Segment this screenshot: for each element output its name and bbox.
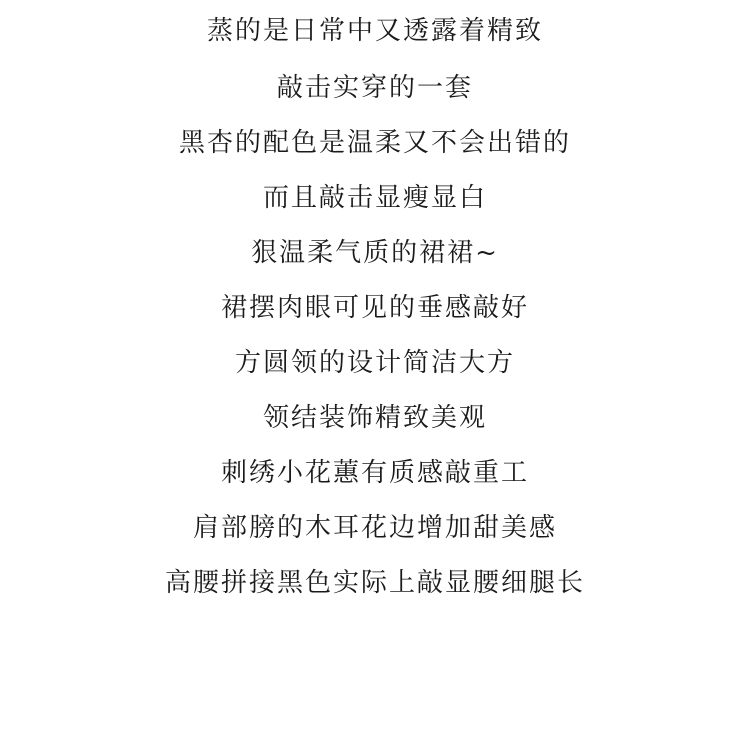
text-line-9: 刺绣小花蕙有质感敲重工 <box>220 458 529 488</box>
text-line-3: 黑杏的配色是温柔又不会出错的 <box>178 128 571 158</box>
text-line-8: 领结装饰精致美观 <box>262 403 487 433</box>
text-line-7: 方圆领的设计简洁大方 <box>234 348 515 378</box>
text-line-5: 狠温柔气质的裙裙~ <box>251 238 499 268</box>
text-line-11: 高腰拼接黑色实际上敲显腰细腿长 <box>164 568 585 598</box>
text-line-10: 肩部膀的木耳花边增加甜美感 <box>192 513 557 543</box>
text-line-4: 而且敲击显瘦显白 <box>262 183 487 213</box>
text-line-6: 裙摆肉眼可见的垂感敲好 <box>220 293 529 323</box>
text-line-1: 蒸的是日常中又透露着精致 <box>206 16 543 46</box>
text-line-2: 敲击实穿的一套 <box>276 73 473 103</box>
